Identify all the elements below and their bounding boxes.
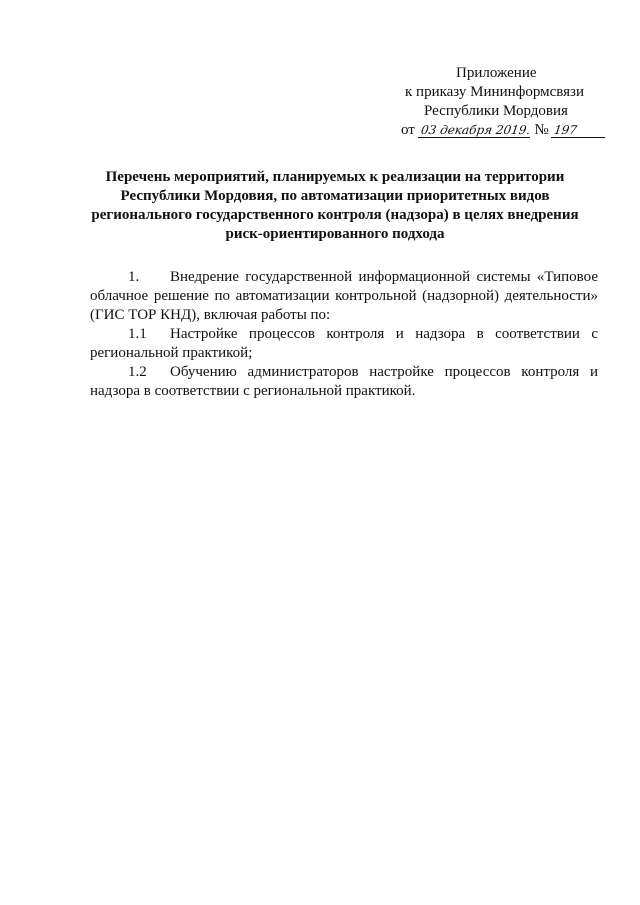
header-number-label: №	[534, 122, 549, 138]
header-appendix-label: Приложение	[456, 65, 537, 81]
item-1-text-continued: облачное решение по автоматизации контрольной (надзорной) деятельности»	[90, 288, 598, 304]
item-1-first-line	[90, 268, 598, 287]
header-republic: Республики Мордовия	[424, 103, 568, 119]
title-line: Республики Мордовия, по автоматизации приоритетных видов	[120, 188, 550, 204]
handwritten-date: 03 декабря 2019.	[418, 123, 532, 138]
item-1-1-text: Настройке процессов контроля и надзора в соответствии с	[170, 326, 598, 342]
item-1-2-number: 1.2	[128, 364, 147, 380]
approval-header	[380, 64, 600, 140]
header-date-number-line	[380, 121, 600, 140]
title-line: риск-ориентированного подхода	[225, 226, 445, 242]
item-1-number: 1.	[128, 269, 140, 285]
item-1-text-end: (ГИС ТОР КНД), включая работы по:	[90, 307, 331, 323]
item-1-1-first-line	[90, 325, 598, 344]
header-from-label: от	[401, 122, 415, 138]
header-order-reference: к приказу Мининформсвязи	[405, 84, 584, 100]
document-title	[70, 168, 600, 244]
item-1-text: Внедрение государственной информационной системы «Типовое	[170, 269, 598, 285]
item-1-2-text-end: надзора в соответствии с региональной практикой.	[90, 383, 416, 399]
handwritten-number: 197	[551, 123, 607, 138]
item-1-2-first-line	[90, 363, 598, 382]
item-1-2-text: Обучению администраторов настройке процессов контроля и	[170, 364, 598, 380]
title-line: Перечень мероприятий, планируемых к реализации на территории	[105, 169, 565, 185]
item-1-1-text-end: региональной практикой;	[90, 345, 253, 361]
document-body	[90, 268, 598, 401]
title-line: регионального государственного контроля (надзора) в целях внедрения	[91, 207, 579, 223]
item-1-1-number: 1.1	[128, 326, 147, 342]
